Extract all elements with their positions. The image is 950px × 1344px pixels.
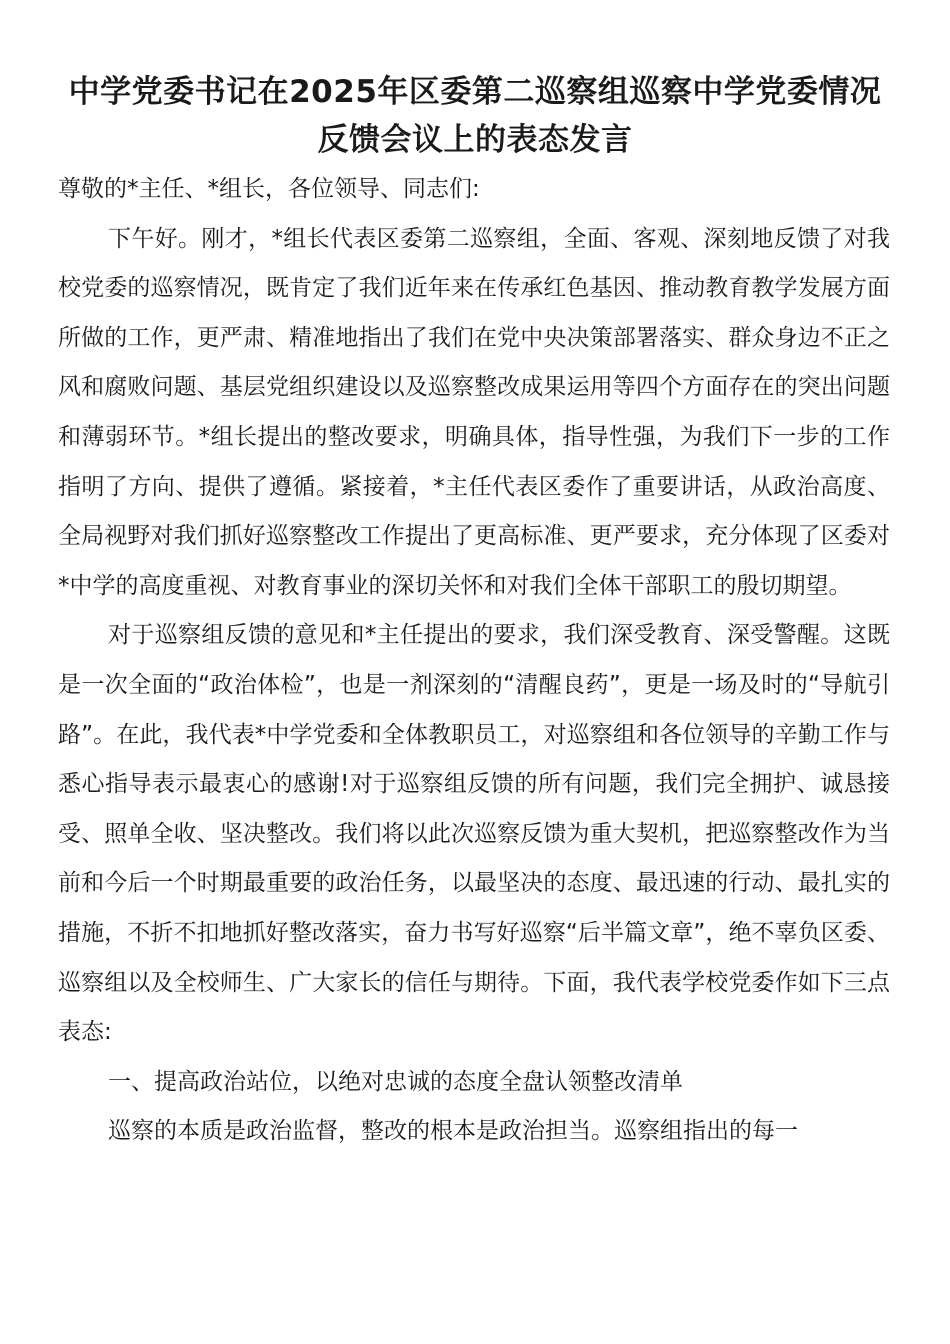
- paragraph-attitude: 对于巡察组反馈的意见和*主任提出的要求，我们深受教育、深受警醒。这既是一次全面的“政治体检”，也是一剂深刻的“清醒良药”，更是一场及时的“导航引路”。在此，我代表*中学党委和全体教职员工，对巡察组和各位领导的辛勤工作与悉心指导表示最衷心的感谢!对于巡察组反馈的所有问题，我们完全拥护、诚恳接受、照单全收、坚决整改。我们将以此次巡察反馈为重大契机，把巡察整改作为当前和今后一个时期最重要的政治任务，以最坚决的态度、最迅速的行动、最扎实的措施，不折不扣地抓好整改落实，奋力书写好巡察“后半篇文章”，绝不辜负区委、巡察组以及全校师生、广大家长的信任与期待。下面，我代表学校党委作如下三点表态:: [58, 622, 890, 1046]
- document-body: [58, 165, 890, 1157]
- document-title: 中学党委书记在2025年区委第二巡察组巡察中学党委情况反馈会议上的表态发言: [68, 74, 882, 158]
- section-heading-one: 一、提高政治站位，以绝对忠诚的态度全盘认领整改清单: [108, 1068, 683, 1095]
- paragraph-section-one: 巡察的本质是政治监督，整改的根本是政治担当。巡察组指出的每一: [108, 1118, 798, 1145]
- paragraph-opening: 下午好。刚才，*组长代表区委第二巡察组，全面、客观、深刻地反馈了对我校党委的巡察情况，既肯定了我们近年来在传承红色基因、推动教育教学发展方面所做的工作，更严肃、精准地指出了我们在党中央决策部署落实、群众身边不正之风和腐败问题、基层党组织建设以及巡察整改成果运用等四个方面存在的突出问题和薄弱环节。*组长提出的整改要求，明确具体，指导性强，为我们下一步的工作指明了方向、提供了遵循。紧接着，*主任代表区委作了重要讲话，从政治高度、全局视野对我们抓好巡察整改工作提出了更高标准、更严要求，充分体现了区委对*中学的高度重视、对教育事业的深切关怀和对我们全体干部职工的殷切期望。: [58, 225, 890, 599]
- salutation: 尊敬的*主任、*组长，各位领导、同志们:: [58, 176, 480, 202]
